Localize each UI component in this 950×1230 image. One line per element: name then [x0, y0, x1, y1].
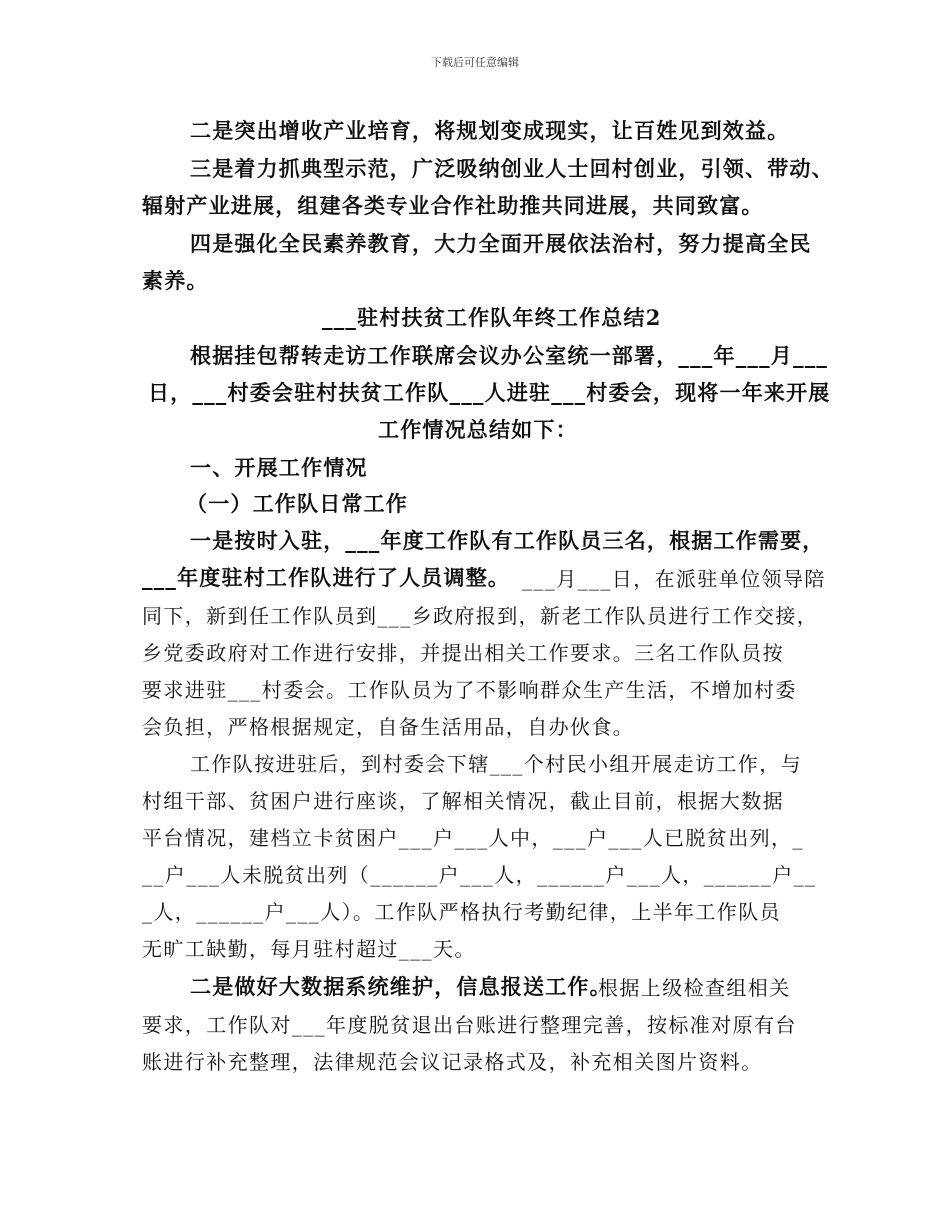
paragraph-line-bold-part: 二是做好大数据系统维护，信息报送工作。 [190, 974, 612, 999]
paragraph-line-normal-part: ___月___日，在派驻单位领导陪 [522, 567, 826, 591]
paragraph-line: _人，______户___人）。工作队严格执行考勤纪律，上半年工作队员 [142, 900, 781, 924]
paragraph-line: 村组干部、贫困户进行座谈，了解相关情况，截止目前，根据大数据 [142, 789, 784, 813]
paragraph-line: 四是强化全民素养教育，大力全面开展依法治村，努力提高全民 [190, 231, 812, 256]
paragraph-line: 日，___村委会驻村扶贫工作队___人进驻___村委会，现将一年来开展 [148, 380, 831, 405]
page-header: 下载后可任意编辑 [431, 56, 519, 69]
section-title: ___驻村扶贫工作队年终工作总结2 [322, 305, 662, 330]
paragraph-line: 要求，工作队对___年度脱贫退出台账进行整理完善，按标准对原有台 [142, 1013, 797, 1037]
paragraph-line: 辐射产业进展，组建各类专业合作社助推共同进展，共同致富。 [142, 193, 764, 218]
paragraph-line: 工作队按进驻后，到村委会下辖___个村民小组开展走访工作，与 [190, 752, 802, 776]
heading-level-2: （一）工作队日常工作 [186, 491, 408, 516]
paragraph-line: 三是着力抓典型示范，广泛吸纳创业人士回村创业，引领、带动、 [190, 156, 834, 181]
paragraph-line: 素养。 [142, 268, 209, 293]
paragraph-line: 要求进驻___村委会。工作队员为了不影响群众生产生活，不增加村委 [142, 678, 797, 702]
paragraph-line: 会负担，严格根据规定，自备生活用品，自办伙食。 [142, 715, 635, 739]
paragraph-line-bold-part: ___年度驻村工作队进行了人员调整。 [142, 565, 511, 590]
paragraph-line: 二是突出增收产业培育，将规划变成现实，让百姓见到效益。 [190, 118, 790, 143]
paragraph-line: 无旷工缺勤，每月驻村超过___天。 [142, 937, 476, 961]
heading-level-1: 一、开展工作情况 [190, 455, 368, 480]
paragraph-line-normal-part: 根据上级检查组相关 [598, 976, 791, 1000]
paragraph-line: 根据挂包帮转走访工作联席会议办公室统一部署，___年___月___ [190, 343, 829, 368]
paragraph-line: 工作情况总结如下： [378, 417, 578, 442]
paragraph-line: 账进行补充整理，法律规范会议记录格式及，补充相关图片资料。 [142, 1050, 763, 1074]
paragraph-line: __户___人未脱贫出列（______户___人，______户___人，______户__ [142, 863, 817, 887]
paragraph-line: 同下，新到任工作队员到___乡政府报到，新老工作队员进行工作交接， [142, 604, 819, 628]
paragraph-line: 平台情况，建档立卡贫困户___户___人中，___户___人已脱贫出列，_ [142, 826, 804, 850]
paragraph-line: 乡党委政府对工作进行安排，并提出相关工作要求。三名工作队员按 [142, 641, 784, 665]
paragraph-line: 一是按时入驻，___年度工作队有工作队员三名，根据工作需要， [190, 528, 825, 553]
